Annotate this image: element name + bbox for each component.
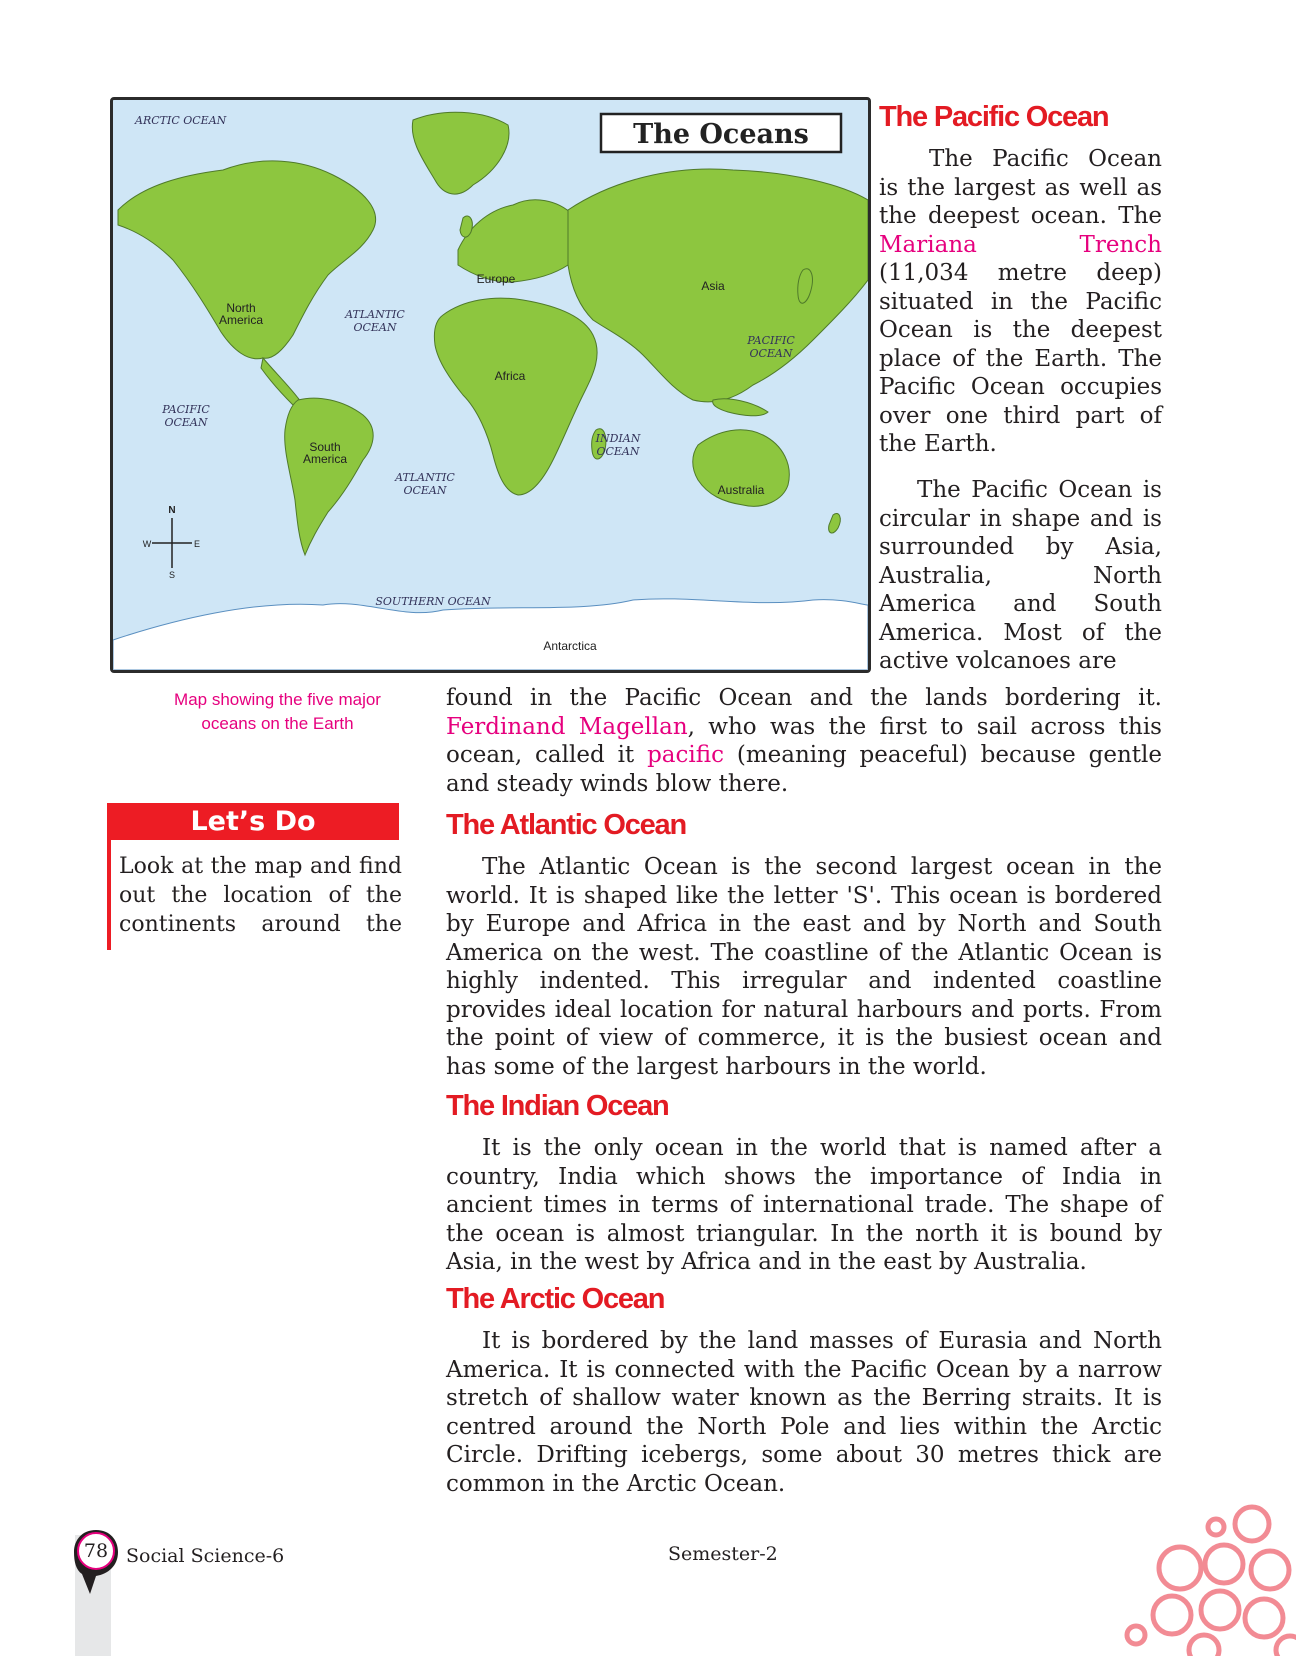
label-atlantic-south-1: ATLANTIC <box>395 471 455 484</box>
lets-do-text: Look at the map and find out the location of the continents around the <box>119 854 402 937</box>
pacific-p2d-text: (meaning peaceful) because gentle and steady winds blow there. <box>446 742 1163 797</box>
label-pacific-east-1: PACIFIC <box>747 334 795 347</box>
label-arctic-ocean: ARCTIC OCEAN <box>135 114 227 127</box>
map-title: The Oceans <box>633 119 809 150</box>
pacific-paragraph-2b <box>446 684 1162 798</box>
lets-do-heading: Let’s Do <box>107 803 399 840</box>
footer-book-title: Social Science-6 <box>126 1545 285 1567</box>
heading-pacific-ocean: The Pacific Ocean <box>879 101 1109 133</box>
world-map-svg <box>113 100 868 670</box>
label-asia: Asia <box>701 279 725 293</box>
compass-n: N <box>168 505 176 516</box>
pacific-p2c-text: , who was the first to sail across this ocean, called it <box>446 713 1162 768</box>
pacific-paragraph-2a <box>879 476 1162 676</box>
atlantic-paragraph: The Atlantic Ocean is the second largest ocean in the world. It is shaped like the letter 'S'. This ocean is bordered by Europe and Africa in the east and by North and South America on the west. The coastline of the Atlantic Ocean is highly indented. This irregular and indented coastline provides ideal location for natural harbours and ports. From the point of view of commerce, it is the busiest ocean and has some of the largest harbours in the world. <box>446 854 1162 1080</box>
heading-indian-ocean: The Indian Ocean <box>446 1090 669 1122</box>
oceans-map <box>110 97 871 673</box>
label-australia: Australia <box>717 483 765 497</box>
label-atlantic-south-2: OCEAN <box>403 484 447 497</box>
pacific-p2-text: The Pacific Ocean is circular in shape and is surrounded by Asia, Australia, North America and South America. Most of the active volcanoes are <box>879 477 1162 674</box>
label-europe: Europe <box>476 272 516 286</box>
label-pacific-west-2: OCEAN <box>164 416 208 429</box>
pacific-p1-text: The Pacific Ocean is the largest as well as the deepest ocean. The <box>879 146 1162 229</box>
indian-paragraph: It is the only ocean in the world that is named after a country, India which shows the importance of India in ancient times in terms of international trade. The shape of the ocean is almost triangular. In the north it is bound by Asia, in the west by Africa and in the east by Australia. <box>446 1135 1162 1275</box>
lets-do-side-bar <box>107 840 111 950</box>
label-south-america-1: South <box>309 440 341 454</box>
heading-arctic-ocean: The Arctic Ocean <box>446 1283 665 1315</box>
label-antarctica: Antarctica <box>543 639 597 653</box>
page-number-badge-icon <box>70 1526 122 1598</box>
label-pacific-east-2: OCEAN <box>749 347 793 360</box>
arctic-paragraph: It is bordered by the land masses of Eurasia and North America. It is connected with the Pacific Ocean by a narrow stretch of shallow water known as the Berring straits. It is centred around the North Pole and lies within the Arctic Circle. Drifting icebergs, some about 30 metres thick are common in the Arctic Ocean. <box>446 1328 1162 1497</box>
map-caption-line1: Map showing the five major <box>174 690 381 709</box>
label-atlantic-north-1: ATLANTIC <box>345 308 405 321</box>
label-south-america-2: America <box>302 452 348 466</box>
decorative-bubbles-icon <box>1120 1500 1296 1656</box>
label-atlantic-north-2: OCEAN <box>353 321 397 334</box>
map-caption-line2: oceans on the Earth <box>201 714 354 733</box>
label-north-america-1: North <box>226 301 256 315</box>
compass-s: S <box>168 570 176 580</box>
heading-atlantic-ocean: The Atlantic Ocean <box>446 809 686 841</box>
map-caption <box>140 688 415 736</box>
magellan-highlight: Ferdinand Magellan <box>446 713 688 740</box>
label-pacific-west-1: PACIFIC <box>162 403 210 416</box>
label-southern-ocean: SOUTHERN OCEAN <box>375 595 491 608</box>
page-number: 78 <box>83 1540 109 1562</box>
compass-w: W <box>142 539 152 549</box>
label-indian-2: OCEAN <box>596 445 640 458</box>
pacific-word-highlight: pacific <box>647 742 724 768</box>
pacific-paragraph-1 <box>879 145 1162 459</box>
pacific-p1b-text: (11,034 metre deep) situated in the Pacific Ocean is the deepest place of the Earth. The Pacific Ocean occupies over one third part of the Earth. <box>879 260 1162 457</box>
footer-semester: Semester-2 <box>668 1543 778 1565</box>
label-indian-1: INDIAN <box>595 432 641 445</box>
pacific-p2b-text: found in the Pacific Ocean and the lands bordering it. <box>446 685 1162 711</box>
compass-e: E <box>193 539 201 549</box>
label-africa: Africa <box>494 369 526 383</box>
label-north-america-2: America <box>218 313 264 327</box>
mariana-trench-highlight: Mariana Trench <box>879 231 1162 258</box>
